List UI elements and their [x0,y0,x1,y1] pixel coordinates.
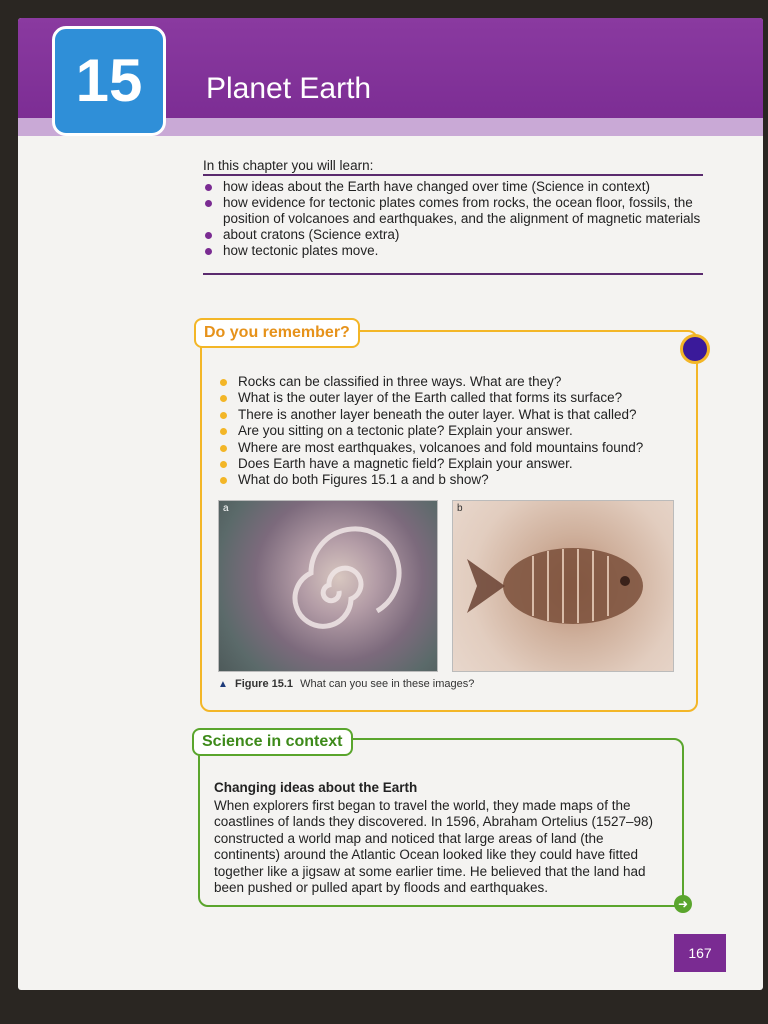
do-you-remember-heading: Do you remember? [194,318,360,348]
chapter-number-badge: 15 [52,26,166,136]
learning-top-rule [203,174,703,176]
learning-bottom-rule [203,273,703,275]
ammonite-fossil-photo [218,500,438,672]
science-in-context-heading: Science in context [192,728,353,756]
learning-intro: In this chapter you will learn: [203,158,374,173]
remember-question: Rocks can be classified in three ways. What are they? [218,374,678,390]
learning-objectives [203,158,703,275]
do-you-remember-box [200,324,698,712]
fish-fossil-icon [453,501,673,671]
fish-fossil-photo [452,500,674,672]
remember-question: Does Earth have a magnetic field? Explain your answer. [218,456,678,472]
ammonite-spiral-icon [219,501,437,671]
textbook-page [18,18,763,990]
arrow-right-icon[interactable]: ➜ [674,895,692,913]
figure-label-a: a [223,503,229,514]
figure-caption-label: Figure 15.1 [234,678,294,690]
page-number: 167 [674,934,726,972]
learning-item: how evidence for tectonic plates comes from rocks, the ocean floor, fossils, the position of volcanoes and earthquakes, and the alignment of magnetic materials [203,195,703,227]
remember-question: What do both Figures 15.1 a and b show? [218,472,678,488]
remember-question: What is the outer layer of the Earth called that forms its surface? [218,390,678,406]
learning-item: about cratons (Science extra) [203,227,703,243]
figure-caption-text: What can you see in these images? [300,678,475,690]
remember-question: Are you sitting on a tectonic plate? Explain your answer. [218,423,678,439]
context-subheading: Changing ideas about the Earth [214,780,418,795]
remember-question: There is another layer beneath the outer layer. What is that called? [218,407,678,423]
learning-item: how tectonic plates move. [203,243,703,259]
science-in-context-box [198,733,689,911]
circle-marker-icon [680,334,710,364]
learning-item: how ideas about the Earth have changed over time (Science in context) [203,179,703,195]
remember-question-list [218,374,678,489]
figure-caption [218,678,474,690]
chapter-title: Planet Earth [206,72,372,105]
learning-list [203,179,703,259]
remember-question: Where are most earthquakes, volcanoes and fold mountains found? [218,440,678,456]
context-body-text: When explorers first began to travel the world, they made maps of the coastlines of lands they discovered. In 1596, Abraham Ortelius (1527–98) constructed a world map and noticed that large areas of land (the continents) around the Atlantic Ocean looked like they could have fitted together like a jigsaw at some earlier time. He believed that the land had been pushed or pulled apart by floods and earthquakes. [214,798,654,896]
triangle-icon: ▲ [218,679,228,690]
figure-label-b: b [457,503,463,514]
